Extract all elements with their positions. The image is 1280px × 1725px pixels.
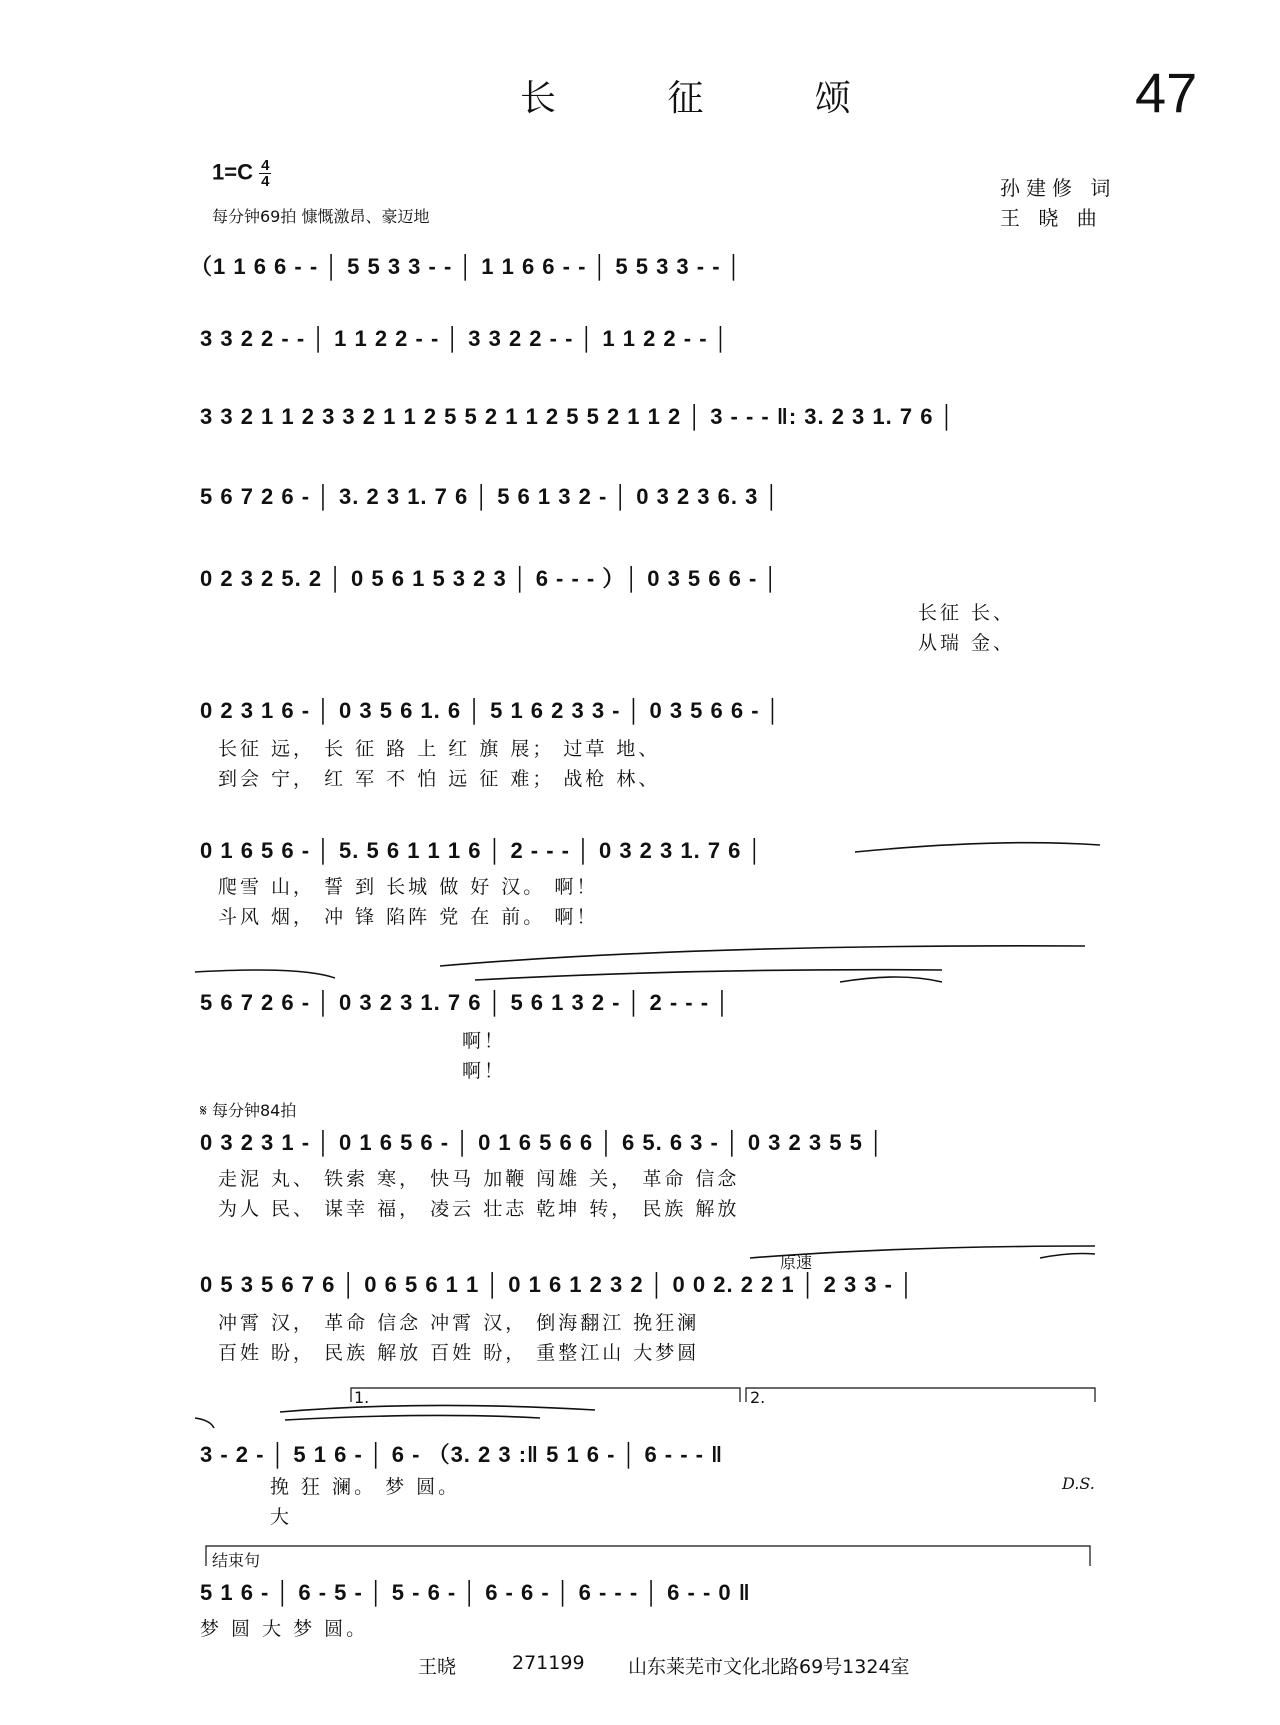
- score-line-4: 5 6 7 2 6 - │ 3. 2 3 1. 7 6 │ 5 6 1 3 2 - │ 0 3 2 3 6. 3 │: [200, 484, 781, 509]
- volta-2: 2.: [750, 1388, 766, 1407]
- lyric-line-9b: 为人 民、 谋幸 福， 凌云 壮志 乾坤 转， 民族 解放: [218, 1198, 740, 1220]
- page-number: 47: [1135, 61, 1198, 124]
- song-title: 长 征 颂: [520, 78, 901, 119]
- lyric-line-6a: 长征 远， 长 征 路 上 红 旗 展； 过草 地、: [218, 738, 661, 760]
- slur: [840, 977, 942, 982]
- slur: [855, 843, 1100, 852]
- slur: [1040, 1254, 1095, 1259]
- tempo-yuansu: 原速: [780, 1253, 813, 1272]
- score-line-9: 0 3 2 3 1 - │ 0 1 6 5 6 - │ 0 1 6 5 6 6 │ 6 5. 6 3 - │ 0 3 2 3 5 5 │: [200, 1130, 885, 1155]
- ending-label: 结束句: [212, 1551, 261, 1570]
- score-line-12: 5 1 6 - │ 6 - 5 - │ 5 - 6 - │ 6 - 6 - │ 6 - - - │ 6 - - 0 ‖: [200, 1580, 751, 1605]
- footer-postcode: 271199: [512, 1652, 585, 1674]
- composer-credit: 王 晓 曲: [1000, 206, 1103, 230]
- lyric-line-6b: 到会 宁， 红 军 不 怕 远 征 难； 战枪 林、: [218, 768, 661, 790]
- volta-1: 1.: [354, 1388, 370, 1407]
- time-signature-top: 4: [261, 157, 270, 174]
- lyric-line-11a: 挽 狂 澜。 梦 圆。: [270, 1476, 461, 1498]
- score-line-1: （1 1 6 6 - - │ 5 5 3 3 - - │ 1 1 6 6 - - │ 5 5 3 3 - - │: [190, 254, 743, 279]
- score-line-3: 3 3 2 1 1 2 3 3 2 1 1 2 5 5 2 1 1 2 5 5 2 1 1 2 │ 3 - - - ‖: 3. 2 3 1. 7 6 │: [200, 404, 956, 429]
- time-signature-bottom: 4: [261, 173, 270, 190]
- score-line-10: 0 5 3 5 6 7 6 │ 0 6 5 6 1 1 │ 0 1 6 1 2 3 2 │ 0 0 2. 2 2 1 │ 2 3 3 - │: [200, 1272, 915, 1297]
- slur: [280, 1405, 595, 1412]
- score-line-5: 0 2 3 2 5. 2 │ 0 5 6 1 5 3 2 3 │ 6 - - - ）│ 0 3 5 6 6 - │: [200, 566, 780, 591]
- lyric-line-7a: 爬雪 山， 誓 到 长城 做 好 汉。 啊！: [218, 876, 599, 898]
- volta-2-bracket: [746, 1388, 1095, 1402]
- slur: [195, 970, 335, 978]
- tempo-marking-segno: 𝄋 每分钟84拍: [200, 1101, 297, 1120]
- score-line-11: 3 - 2 - │ 5 1 6 - │ 6 - （3. 2 3 :‖ 5 1 6 - │ 6 - - - ‖: [200, 1442, 724, 1467]
- lyric-line-12: 梦 圆 大 梦 圆。: [200, 1618, 369, 1640]
- footer-address: 山东莱芜市文化北路69号1324室: [628, 1656, 910, 1678]
- lyric-line-8a: 啊！: [462, 1030, 507, 1052]
- slur: [285, 1415, 540, 1420]
- footer-name: 王晓: [418, 1656, 457, 1678]
- lyric-line-8b: 啊！: [462, 1060, 507, 1082]
- dal-segno: D.S.: [1062, 1474, 1095, 1493]
- lyric-line-5b: 从瑞 金、: [918, 632, 1016, 654]
- slur: [195, 1418, 214, 1428]
- volta-1-bracket: [351, 1388, 740, 1402]
- score-line-7: 0 1 6 5 6 - │ 5. 5 6 1 1 1 6 │ 2 - - - │ 0 3 2 3 1. 7 6 │: [200, 838, 764, 863]
- lyric-line-10b: 百姓 盼， 民族 解放 百姓 盼， 重整江山 大梦圆: [218, 1342, 700, 1364]
- lyric-line-11b: 大: [270, 1506, 293, 1528]
- lyric-line-7b: 斗风 烟， 冲 锋 陷阵 党 在 前。 啊！: [218, 906, 599, 928]
- slur: [750, 1246, 1095, 1258]
- tempo-marking: 每分钟69拍 慷慨激昂、豪迈地: [212, 207, 430, 226]
- lyric-line-9a: 走泥 丸、 铁索 寒， 快马 加鞭 闯雄 关， 革命 信念: [218, 1168, 740, 1190]
- slur: [440, 946, 1085, 966]
- lyric-line-5a: 长征 长、: [918, 602, 1016, 624]
- lyric-line-10a: 冲霄 汉， 革命 信念 冲霄 汉， 倒海翻江 挽狂澜: [218, 1312, 700, 1334]
- score-line-2: 3 3 2 2 - - │ 1 1 2 2 - - │ 3 3 2 2 - - │ 1 1 2 2 - - │: [200, 326, 730, 351]
- score-line-8: 5 6 7 2 6 - │ 0 3 2 3 1. 7 6 │ 5 6 1 3 2 - │ 2 - - - │: [200, 990, 731, 1015]
- score-line-6: 0 2 3 1 6 - │ 0 3 5 6 1. 6 │ 5 1 6 2 3 3 - │ 0 3 5 6 6 - │: [200, 698, 782, 723]
- ending-bracket: [206, 1546, 1090, 1566]
- lyricist-credit: 孙建修 词: [1000, 176, 1117, 200]
- key-label: 1=C: [212, 159, 253, 185]
